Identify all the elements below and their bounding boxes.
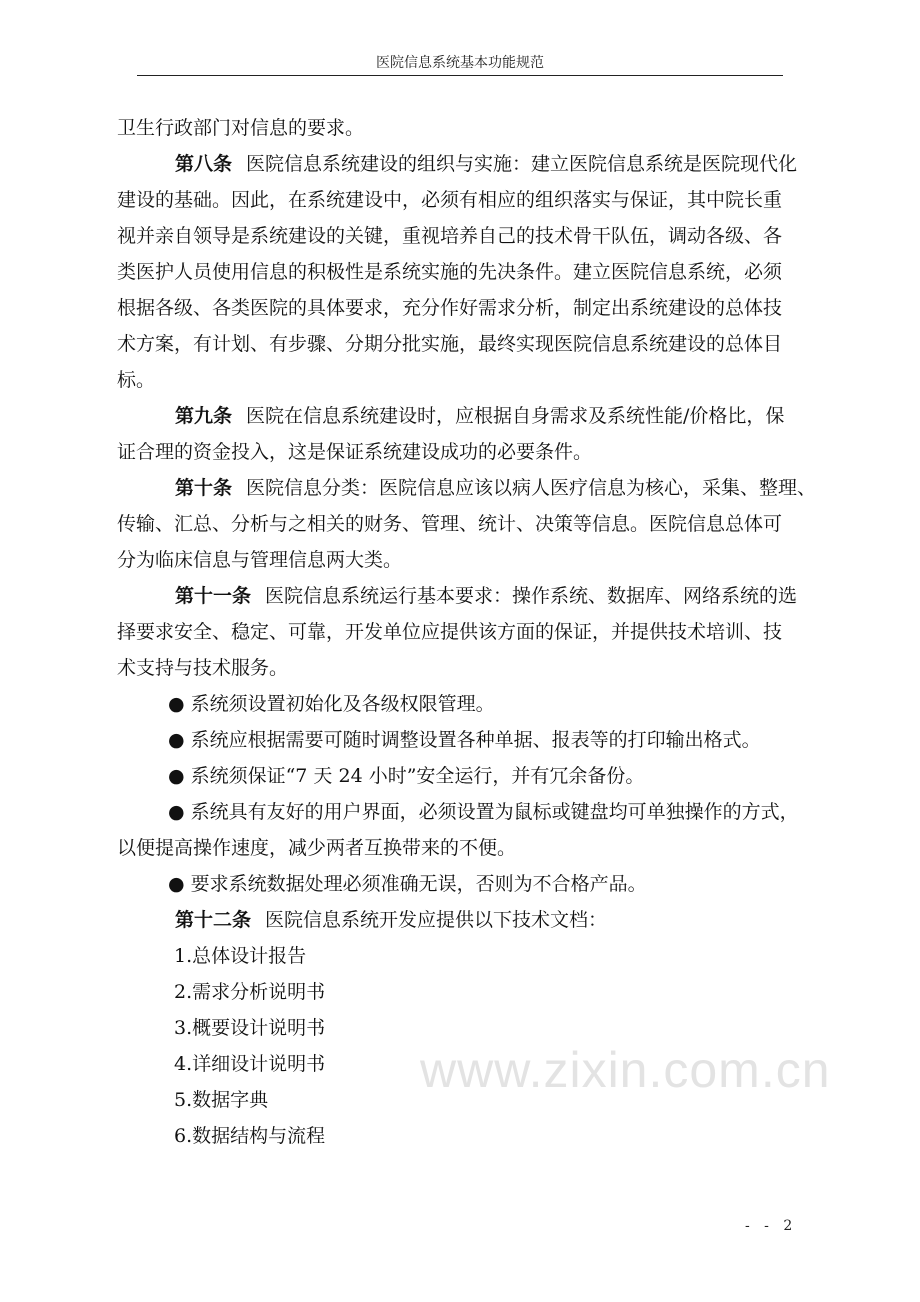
bullet-text: 要求系统数据处理必须准确无误，否则为不合格产品。: [190, 873, 647, 895]
article-10-line: 分为临床信息与管理信息两大类。: [117, 549, 403, 571]
article-label: 第十一条: [175, 585, 252, 607]
article-8-line: 术方案，有计划、有步骤、分期分批实施，最终实现医院信息系统建设的总体目: [117, 333, 783, 355]
line-text: 医院信息系统建设的组织与实施：建立医院信息系统是医院现代化: [246, 153, 798, 175]
line-text: 医院信息系统运行基本要求：操作系统、数据库、网络系统的选: [265, 585, 798, 607]
bullet-text: 系统具有友好的用户界面，必须设置为鼠标或键盘均可单独操作的方式，: [190, 801, 799, 823]
article-9-line: 证合理的资金投入，这是保证系统建设成功的必要条件。: [117, 441, 593, 463]
bullet-icon: ●: [168, 801, 185, 823]
bullet-text: 系统应根据需要可随时调整设置各种单据、报表等的打印输出格式。: [190, 729, 761, 751]
bullet-item: [117, 758, 790, 794]
article-11-line: 择要求安全、稳定、可靠，开发单位应提供该方面的保证，并提供技术培训、技: [117, 621, 783, 643]
bullet-text: 系统须保证“7 天 24 小时”安全运行，并有冗余备份。: [190, 765, 645, 787]
line-text: 医院信息系统开发应提供以下技术文档：: [265, 909, 608, 931]
bullet-item: [117, 794, 799, 830]
bullet-item: [117, 686, 790, 722]
article-8-line: 建设的基础。因此，在系统建设中，必须有相应的组织落实与保证，其中院长重: [117, 189, 783, 211]
bullet-icon: ●: [168, 693, 185, 715]
doc-list-item: 3.概要设计说明书: [174, 1017, 326, 1039]
article-label: 第九条: [175, 405, 233, 427]
article-label: 第八条: [175, 153, 233, 175]
article-8-line: 类医护人员使用信息的积极性是系统实施的先决条件。建立医院信息系统，必须: [117, 261, 783, 283]
article-8-line: 根据各级、各类医院的具体要求，充分作好需求分析，制定出系统建设的总体技: [117, 297, 783, 319]
bullet-item: [117, 722, 790, 758]
bullet-icon: ●: [168, 765, 185, 787]
line-text: 医院信息分类：医院信息应该以病人医疗信息为核心，采集、整理、: [246, 477, 817, 499]
doc-list-item: 6.数据结构与流程: [174, 1125, 326, 1147]
doc-list-item: 5.数据字典: [174, 1089, 269, 1111]
document-body: [117, 110, 817, 1154]
article-10-line: 传输、汇总、分析与之相关的财务、管理、统计、决策等信息。医院信息总体可: [117, 513, 783, 535]
page-number: - - 2: [745, 1218, 793, 1234]
bullet-icon: ●: [168, 873, 185, 895]
watermark: www.zixin.com.cn: [420, 1042, 831, 1098]
article-label: 第十二条: [175, 909, 252, 931]
header-rule: [137, 75, 783, 76]
bullet-continuation: 以便提高操作速度，减少两者互换带来的不便。: [117, 837, 517, 859]
article-12-line: [117, 902, 790, 938]
article-11-line: [117, 578, 798, 614]
article-9-line: [117, 398, 790, 434]
article-10-line: [117, 470, 817, 506]
doc-list-item: 4.详细设计说明书: [174, 1053, 326, 1075]
bullet-icon: ●: [168, 729, 185, 751]
article-label: 第十条: [175, 477, 233, 499]
article-8-line: 标。: [117, 369, 156, 391]
doc-list-item: 1.总体设计报告: [174, 945, 307, 967]
article-8-line: 视并亲自领导是系统建设的关键，重视培养自己的技术骨干队伍，调动各级、各: [117, 225, 783, 247]
paragraph-line: 卫生行政部门对信息的要求。: [117, 117, 365, 139]
doc-list-item: 2.需求分析说明书: [174, 981, 326, 1003]
article-8-line: [117, 146, 798, 182]
article-11-line: 术支持与技术服务。: [117, 657, 289, 679]
running-header: 医院信息系统基本功能规范: [376, 55, 544, 71]
bullet-text: 系统须设置初始化及各级权限管理。: [190, 693, 495, 715]
bullet-item: [117, 866, 790, 902]
line-text: 医院在信息系统建设时，应根据自身需求及系统性能/价格比，保: [246, 405, 785, 427]
